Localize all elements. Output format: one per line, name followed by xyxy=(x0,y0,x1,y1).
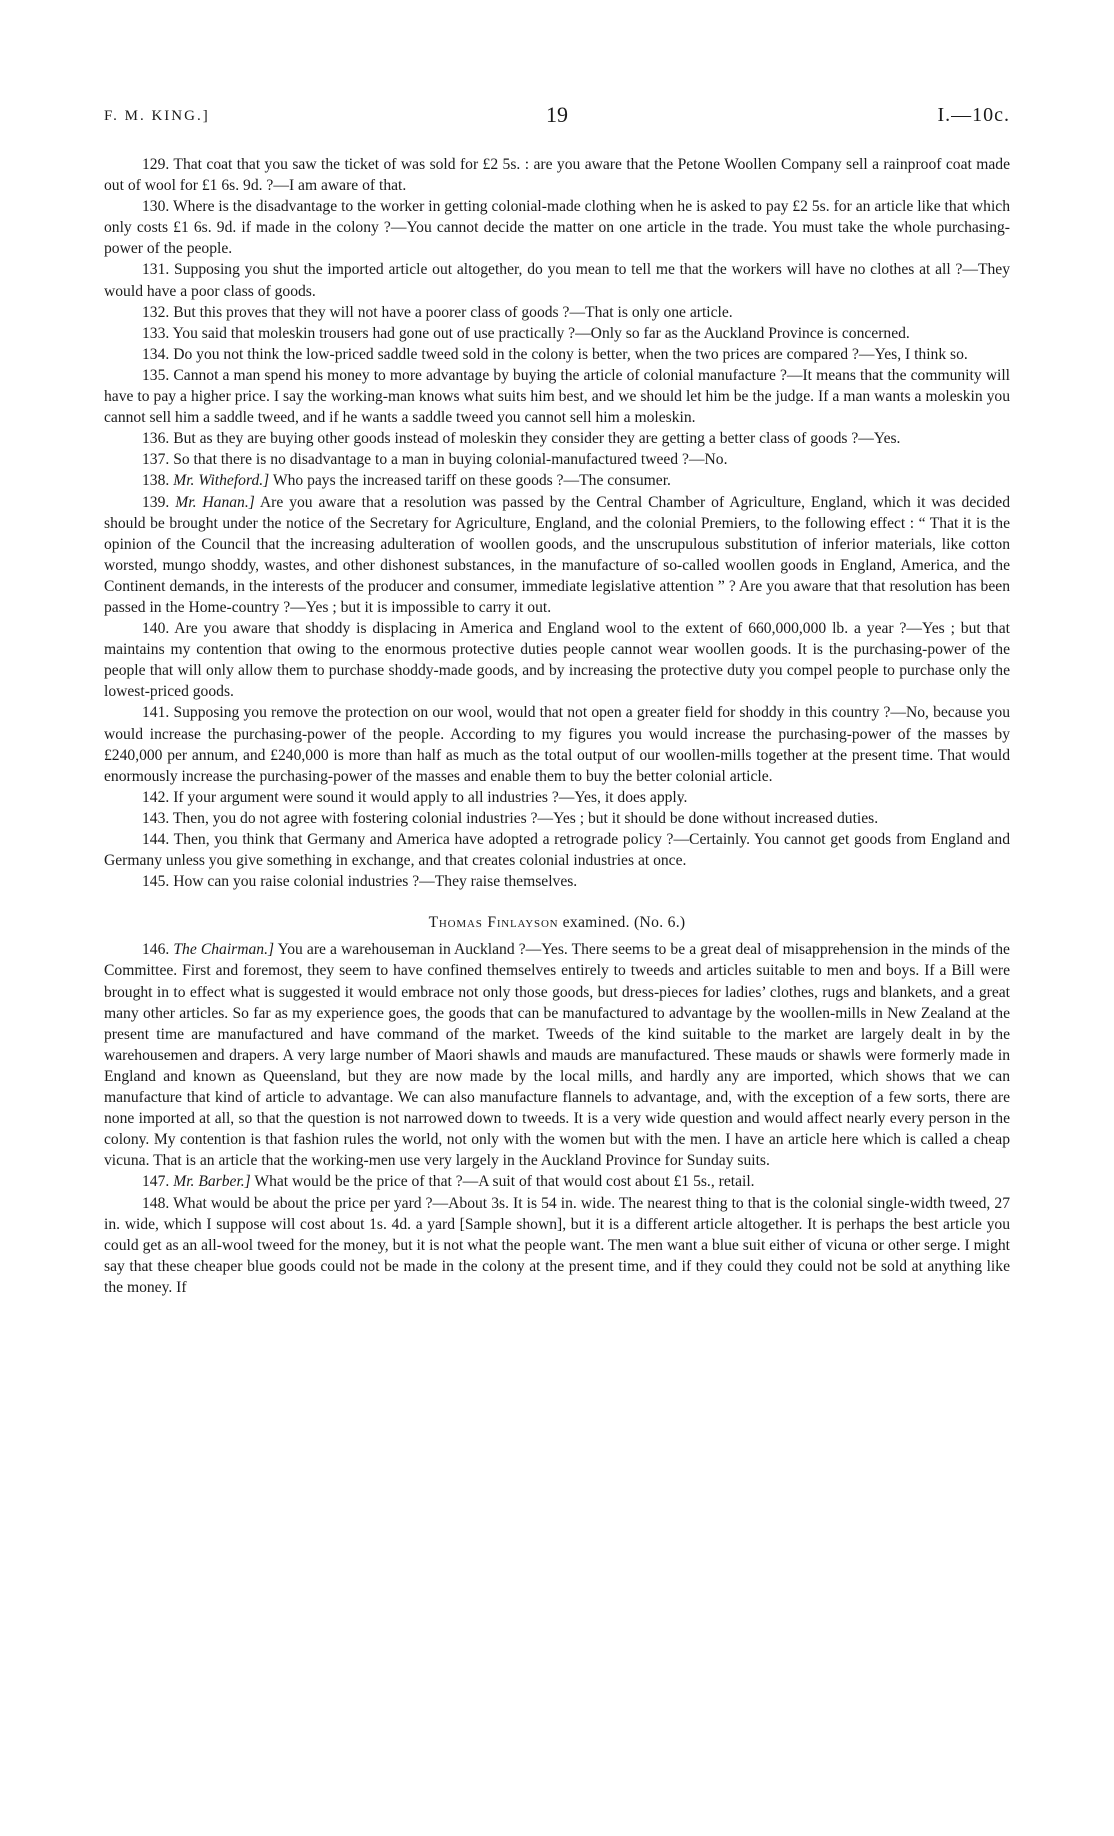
paragraph-text: 145. How can you raise colonial industries ?—They raise themselves. xyxy=(142,873,578,891)
speaker: The Chairman.] xyxy=(173,941,275,959)
witness-name: F. M. KING.] xyxy=(104,108,210,124)
paragraph-text: 141. Supposing you remove the protection on our wool, would that not open a greater field for shoddy in this country ?—No, because you would increase the purchasing-power of the people. According to my figures you would increase the purchasing-power of the masses by £240,000 per annum, and £240,000 is more than half as much as the total output of our woollen-mills together at the present time. That would enormously increase the purchasing-power of the masses and enable them to buy the better colonial article. xyxy=(104,704,1010,785)
paragraph-text: 132. But this proves that they will not have a poorer class of goods ?—That is only one article. xyxy=(142,303,733,321)
page-number: 19 xyxy=(546,102,568,127)
paragraph-text: 143. Then, you do not agree with fostering colonial industries ?—Yes ; but it should be done without increased duties. xyxy=(142,809,879,827)
paragraph xyxy=(104,154,1010,196)
paragraph-text: 130. Where is the disadvantage to the worker in getting colonial-made clothing when he is asked to pay £2 5s. for an article like that which only costs £1 6s. 9d. if made in the colony ?—You cannot decide the matter on one article in the trade. You must take the whole purchasing-power of the people. xyxy=(104,198,1010,258)
document-reference: I.—10c. xyxy=(937,104,1010,126)
question-number: 146. xyxy=(142,941,170,959)
paragraph-text: 133. You said that moleskin trousers had gone out of use practically ?—Only so far as the Auckland Province is concerned. xyxy=(142,324,910,342)
paragraph-text: 148. What would be about the price per yard ?—About 3s. It is 54 in. wide. The nearest thing to that is the colonial single-width tweed, 27 in. wide, which I suppose will cost about 1s. 4d. a yard [Sample shown], but it is a different article altogether. It is perhaps the best article you could get as an all-wool tweed for the money, but it is not what the people want. The men want a blue suit either of vicuna or other serge. I might say that these cheaper blue goods could not be made in the colony at the present time, and if they could they could not be sold at anything like the money. If xyxy=(104,1194,1010,1296)
paragraph-text: 129. That coat that you saw the ticket of was sold for £2 5s. : are you aware that the Petone Woollen Company sell a rainproof coat made out of wool for £1 6s. 9d. ?—I am aware of that. xyxy=(104,156,1010,195)
testimony-finlayson xyxy=(104,939,1010,1298)
paragraph xyxy=(104,344,1010,365)
speaker: Mr. Barber.] xyxy=(173,1173,251,1191)
paragraph xyxy=(104,449,1010,470)
paragraph xyxy=(104,1171,1010,1192)
paragraph xyxy=(104,428,1010,449)
paragraph xyxy=(104,618,1010,702)
paragraph xyxy=(104,939,1010,1171)
paragraph xyxy=(104,492,1010,619)
paragraph-text: 136. But as they are buying other goods instead of moleskin they consider they are getting a better class of goods ?—Yes. xyxy=(142,430,901,448)
paragraph-text: Are you aware that a resolution was passed by the Central Chamber of Agriculture, England, which it was decided should be brought under the notice of the Secretary for Agriculture, England, and the colonial Premiers, to the following effect : “ That it is the opinion of the Council that the increasing adulteration of woollen goods, and the unscrupulous substitution of inferior materials, like cotton worsted, mungo shoddy, wastes, and other dishonest substances, in the manufacture of so-called woollen goods in England, America, and the Continent demands, in the interests of the producer and consumer, immediate legislative attention ” ? Are you aware that that resolution has been passed in the Home-country ?—Yes ; but it is impossible to carry it out. xyxy=(104,493,1011,616)
paragraph-text: 131. Supposing you shut the imported article out altogether, do you mean to tell me that the workers will have no clothes at all ?—They would have a poor class of goods. xyxy=(104,261,1010,300)
page-header xyxy=(104,102,1010,132)
testimony-king xyxy=(104,154,1010,892)
paragraph xyxy=(104,196,1010,259)
paragraph-text: 144. Then, you think that Germany and America have adopted a retrograde policy ?—Certainly. You cannot get goods from England and Germany unless you give something in exchange, and that creates colonial industries at once. xyxy=(104,831,1010,870)
paragraph xyxy=(104,871,1010,892)
witness-heading-name: Thomas Finlayson xyxy=(428,914,559,932)
paragraph xyxy=(104,787,1010,808)
speaker: Mr. Hanan.] xyxy=(175,493,255,511)
speaker: Mr. Witheford.] xyxy=(173,472,270,490)
paragraph-text: 137. So that there is no disadvantage to a man in buying colonial-manufactured tweed ?—No. xyxy=(142,451,728,469)
paragraph-text: What would be the price of that ?—A suit of that would cost about £1 5s., retail. xyxy=(254,1173,755,1191)
paragraph xyxy=(104,323,1010,344)
page-body xyxy=(104,154,1010,1298)
paragraph xyxy=(104,259,1010,301)
paragraph-text: 140. Are you aware that shoddy is displacing in America and England wool to the extent of 660,000,000 lb. a year ?—Yes ; but that maintains my contention that owing to the enormous protective duties people cannot wear woollen goods. It is the purchasing-power of the people that will only allow them to purchase shoddy-made goods, and by increasing the protective duty you compel people to purchase only the lowest-priced goods. xyxy=(104,620,1010,701)
paragraph xyxy=(104,302,1010,323)
section-heading xyxy=(104,912,1010,933)
paragraph-text: Who pays the increased tariff on these goods ?—The consumer. xyxy=(272,472,671,490)
paragraph xyxy=(104,470,1010,491)
paragraph-text: You are a warehouseman in Auckland ?—Yes. There seems to be a great deal of misapprehension in the minds of the Committee. First and foremost, they seem to have confined themselves entirely to tweeds and articles suitable to men and boys. If a Bill were brought in to effect what is suggested it would embrace not only those goods, but dress-pieces for ladies’ clothes, rugs and blankets, and a great many other articles. So far as my experience goes, the goods that can be manufactured to advantage by the woollen-mills in New Zealand at the present time are manufactured and have command of the market. Tweeds of the kind suitable to the market are largely dealt in by the warehousemen and drapers. A very large number of Maori shawls and mauds are manufactured. These mauds or shawls were formerly made in England and known as Queensland, but they are now made by the local mills, and hardly any are imported, which shows that we can manufacture that kind of article to advantage. We can also manufacture flannels to advantage, and, with the exception of a few sorts, there are none imported at all, so that the question is not narrowed down to tweeds. It is a very wide question and would affect nearly every person in the colony. My contention is that fashion rules the world, not only with the women but with the men. I have an article here which is called a cheap vicuna. That is an article that the working-men use very largely in the Auckland Province for Sunday suits. xyxy=(104,941,1010,1170)
paragraph-text: 134. Do you not think the low-priced saddle tweed sold in the colony is better, when the two prices are compared ?—Yes, I think so. xyxy=(142,345,968,363)
witness-heading-rest: examined. (No. 6.) xyxy=(562,914,686,932)
paragraph xyxy=(104,808,1010,829)
paragraph xyxy=(104,829,1010,871)
question-number: 139. xyxy=(142,493,170,511)
paragraph xyxy=(104,365,1010,428)
paragraph-text: 135. Cannot a man spend his money to more advantage by buying the article of colonial manufacture ?—It means that the community will have to pay a higher price. I say the working-man knows what suits him best, and we should let him be the judge. If a man wants a moleskin you cannot sell him a saddle tweed, and if he wants a saddle tweed you cannot sell him a moleskin. xyxy=(104,366,1010,427)
question-number: 147. xyxy=(142,1173,170,1191)
question-number: 138. xyxy=(142,472,170,490)
paragraph xyxy=(104,1193,1010,1298)
paragraph-text: 142. If your argument were sound it would apply to all industries ?—Yes, it does apply. xyxy=(142,788,688,806)
paragraph xyxy=(104,702,1010,786)
